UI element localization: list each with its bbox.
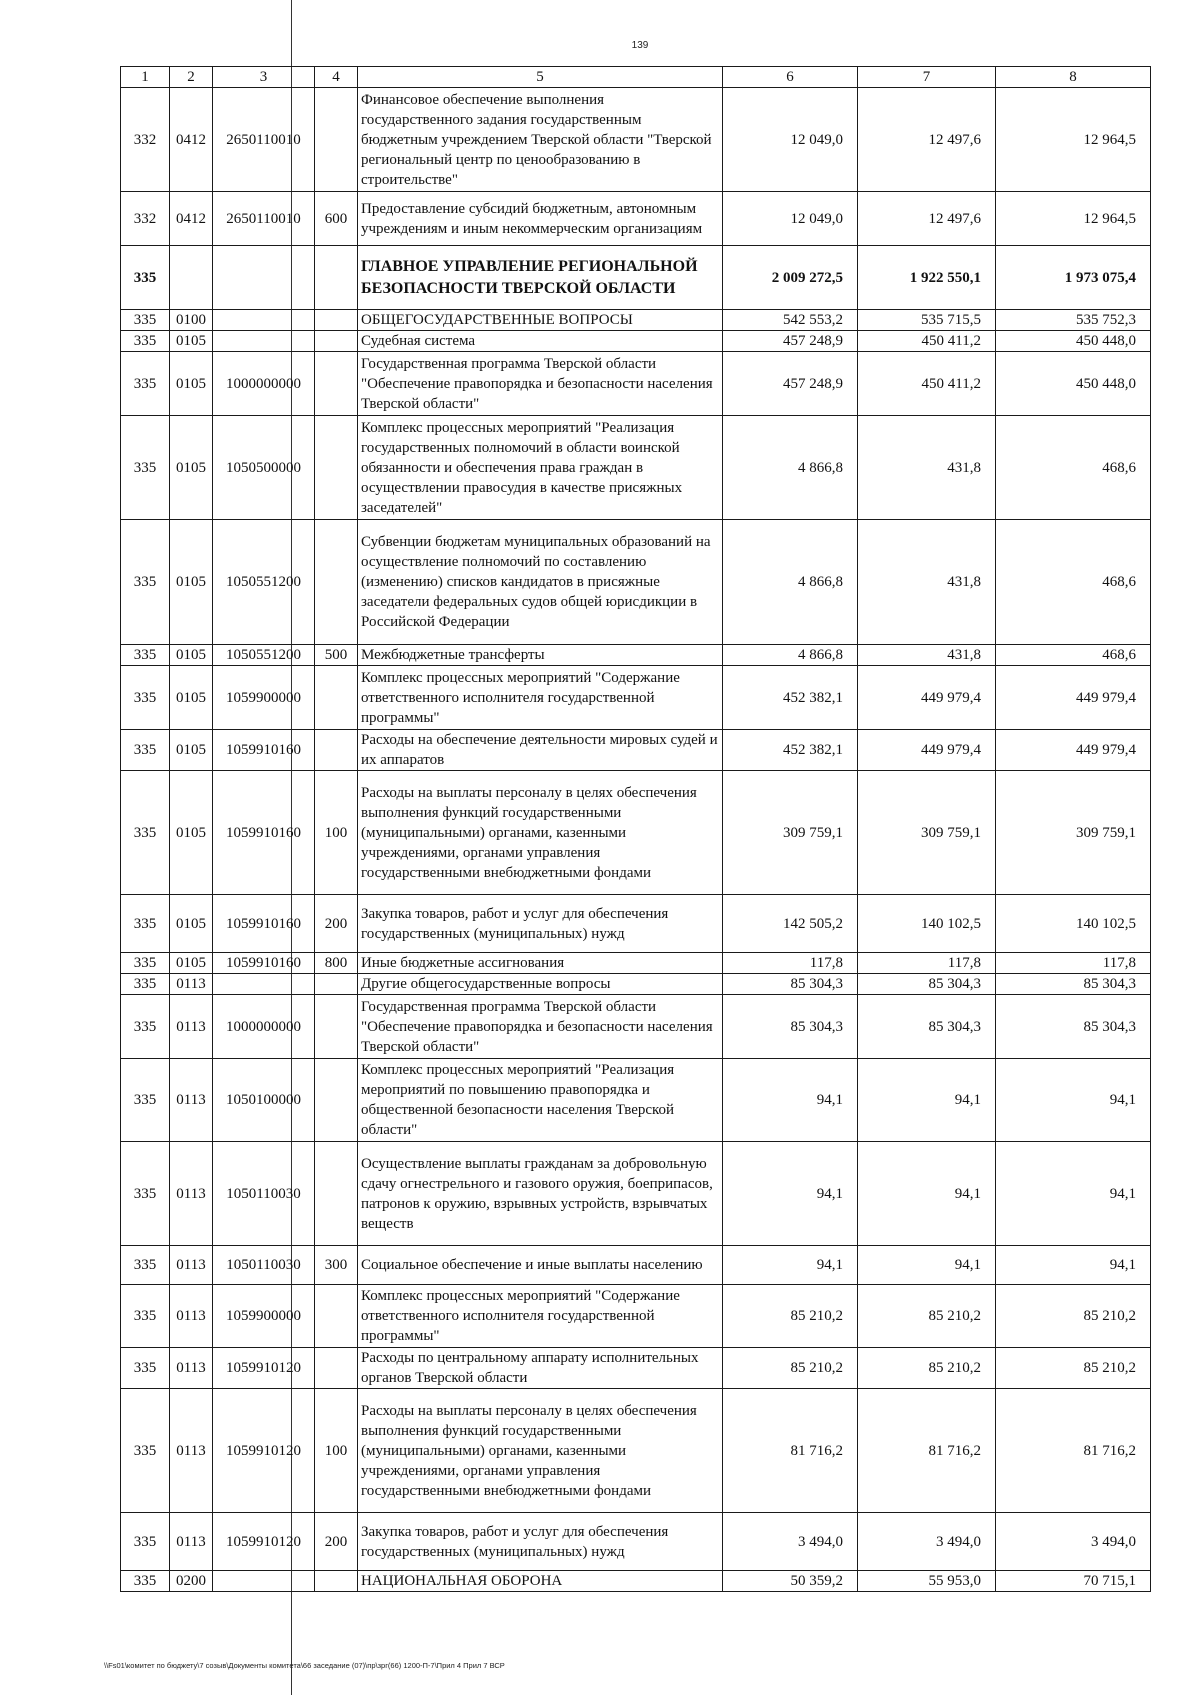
cell-section: 0200: [170, 1571, 213, 1592]
cell-target-article: [213, 974, 315, 995]
cell-target-article: [213, 310, 315, 331]
cell-target-article: 1050110030: [213, 1246, 315, 1285]
cell-target-article: 1050551200: [213, 645, 315, 666]
cell-amount-2026: 81 716,2: [996, 1389, 1151, 1513]
cell-amount-2024: 12 049,0: [723, 192, 858, 246]
cell-kvsr: 335: [121, 331, 170, 352]
cell-section: 0105: [170, 645, 213, 666]
cell-target-article: 1059910120: [213, 1513, 315, 1571]
cell-amount-2026: 85 304,3: [996, 974, 1151, 995]
cell-target-article: 1050110030: [213, 1142, 315, 1246]
cell-target-article: [213, 246, 315, 310]
cell-target-article: 1059910120: [213, 1389, 315, 1513]
cell-description: Межбюджетные трансферты: [358, 645, 723, 666]
cell-amount-2026: 12 964,5: [996, 192, 1151, 246]
cell-amount-2026: 449 979,4: [996, 730, 1151, 771]
cell-amount-2025: 1 922 550,1: [858, 246, 996, 310]
cell-amount-2025: 55 953,0: [858, 1571, 996, 1592]
table-row: [121, 1059, 1151, 1142]
cell-description: НАЦИОНАЛЬНАЯ ОБОРОНА: [358, 1571, 723, 1592]
cell-section: 0105: [170, 666, 213, 730]
cell-expense-type: 600: [315, 192, 358, 246]
cell-amount-2026: 468,6: [996, 520, 1151, 645]
cell-amount-2025: 85 304,3: [858, 995, 996, 1059]
cell-amount-2024: 94,1: [723, 1059, 858, 1142]
cell-target-article: 1059910160: [213, 895, 315, 953]
cell-expense-type: [315, 995, 358, 1059]
table-header-row: [121, 67, 1151, 88]
table-row: [121, 953, 1151, 974]
cell-amount-2024: 85 210,2: [723, 1285, 858, 1348]
table-row: [121, 1348, 1151, 1389]
cell-kvsr: 335: [121, 974, 170, 995]
cell-amount-2024: 4 866,8: [723, 520, 858, 645]
cell-amount-2024: 85 304,3: [723, 974, 858, 995]
cell-expense-type: [315, 1059, 358, 1142]
cell-amount-2024: 4 866,8: [723, 416, 858, 520]
cell-kvsr: 335: [121, 520, 170, 645]
cell-target-article: 1050500000: [213, 416, 315, 520]
cell-amount-2024: 452 382,1: [723, 730, 858, 771]
cell-section: 0113: [170, 1246, 213, 1285]
cell-kvsr: 335: [121, 995, 170, 1059]
cell-section: [170, 246, 213, 310]
cell-amount-2026: 85 210,2: [996, 1348, 1151, 1389]
cell-expense-type: [315, 88, 358, 192]
cell-expense-type: 800: [315, 953, 358, 974]
cell-section: 0113: [170, 1142, 213, 1246]
cell-description: Расходы по центральному аппарату исполнительных органов Тверской области: [358, 1348, 723, 1389]
cell-amount-2024: 81 716,2: [723, 1389, 858, 1513]
cell-description: Расходы на обеспечение деятельности мировых судей и их аппаратов: [358, 730, 723, 771]
cell-expense-type: [315, 310, 358, 331]
cell-amount-2026: 12 964,5: [996, 88, 1151, 192]
cell-expense-type: 100: [315, 1389, 358, 1513]
cell-section: 0105: [170, 953, 213, 974]
cell-kvsr: 335: [121, 1059, 170, 1142]
cell-target-article: 1059900000: [213, 666, 315, 730]
cell-expense-type: [315, 1348, 358, 1389]
cell-description: Расходы на выплаты персоналу в целях обеспечения выполнения функций государственными (муниципальными) органами, казенными учреждениями, органами управления государственными внебюджетными фондами: [358, 1389, 723, 1513]
cell-kvsr: 332: [121, 192, 170, 246]
cell-expense-type: [315, 1285, 358, 1348]
cell-kvsr: 335: [121, 730, 170, 771]
cell-amount-2025: 431,8: [858, 520, 996, 645]
cell-amount-2025: 449 979,4: [858, 666, 996, 730]
cell-section: 0105: [170, 352, 213, 416]
cell-expense-type: [315, 1571, 358, 1592]
table-row: [121, 416, 1151, 520]
cell-amount-2026: 117,8: [996, 953, 1151, 974]
cell-amount-2024: 85 210,2: [723, 1348, 858, 1389]
cell-amount-2024: 4 866,8: [723, 645, 858, 666]
cell-target-article: 1000000000: [213, 995, 315, 1059]
table-row: [121, 246, 1151, 310]
cell-amount-2026: 468,6: [996, 645, 1151, 666]
page-number: 139: [631, 40, 649, 51]
cell-amount-2026: 309 759,1: [996, 771, 1151, 895]
cell-amount-2026: 94,1: [996, 1059, 1151, 1142]
cell-expense-type: [315, 416, 358, 520]
cell-target-article: 1059910160: [213, 771, 315, 895]
cell-description: Субвенции бюджетам муниципальных образований на осуществление полномочий по составлению (изменению) списков кандидатов в присяжные заседатели федеральных судов общей юрисдикции в Российской Федерации: [358, 520, 723, 645]
table-row: [121, 666, 1151, 730]
cell-amount-2025: 94,1: [858, 1142, 996, 1246]
cell-kvsr: 335: [121, 416, 170, 520]
cell-amount-2025: 431,8: [858, 645, 996, 666]
cell-expense-type: [315, 974, 358, 995]
table-row: [121, 645, 1151, 666]
cell-amount-2025: 140 102,5: [858, 895, 996, 953]
cell-amount-2025: 94,1: [858, 1059, 996, 1142]
cell-kvsr: 335: [121, 666, 170, 730]
cell-section: 0113: [170, 1513, 213, 1571]
cell-kvsr: 335: [121, 246, 170, 310]
cell-kvsr: 335: [121, 771, 170, 895]
column-header-1: 1: [121, 67, 170, 88]
file-path-footer: \\Fs01\комитет по бюджету\7 созыв\Документы комитета\66 заседание (07)\пр\зрг(66) 1200-П-7\Прил 4 Прил 7 ВСР: [104, 1661, 505, 1670]
cell-section: 0412: [170, 88, 213, 192]
cell-amount-2025: 309 759,1: [858, 771, 996, 895]
cell-description: Социальное обеспечение и иные выплаты населению: [358, 1246, 723, 1285]
table-row: [121, 1513, 1151, 1571]
cell-description: Комплекс процессных мероприятий "Содержание ответственного исполнителя государственной программы": [358, 666, 723, 730]
cell-section: 0113: [170, 1389, 213, 1513]
cell-section: 0105: [170, 520, 213, 645]
cell-section: 0100: [170, 310, 213, 331]
cell-amount-2025: 12 497,6: [858, 88, 996, 192]
cell-description: Комплекс процессных мероприятий "Реализация государственных полномочий в области воинской обязанности и обеспечения права граждан в осуществлении правосудия в качестве присяжных заседателей": [358, 416, 723, 520]
cell-target-article: [213, 1571, 315, 1592]
cell-amount-2026: 450 448,0: [996, 352, 1151, 416]
cell-kvsr: 335: [121, 1285, 170, 1348]
cell-description: Иные бюджетные ассигнования: [358, 953, 723, 974]
cell-expense-type: 500: [315, 645, 358, 666]
cell-amount-2024: 542 553,2: [723, 310, 858, 331]
column-header-6: 6: [723, 67, 858, 88]
cell-description: ГЛАВНОЕ УПРАВЛЕНИЕ РЕГИОНАЛЬНОЙ БЕЗОПАСНОСТИ ТВЕРСКОЙ ОБЛАСТИ: [358, 246, 723, 310]
cell-section: 0113: [170, 1348, 213, 1389]
cell-amount-2025: 85 210,2: [858, 1348, 996, 1389]
cell-amount-2025: 85 304,3: [858, 974, 996, 995]
budget-table: [120, 66, 1151, 1592]
cell-section: 0113: [170, 995, 213, 1059]
table-row: [121, 1142, 1151, 1246]
cell-target-article: 1059900000: [213, 1285, 315, 1348]
cell-target-article: 1000000000: [213, 352, 315, 416]
cell-expense-type: [315, 666, 358, 730]
cell-section: 0105: [170, 416, 213, 520]
cell-target-article: 1050551200: [213, 520, 315, 645]
cell-amount-2026: 450 448,0: [996, 331, 1151, 352]
cell-amount-2024: 309 759,1: [723, 771, 858, 895]
cell-amount-2025: 94,1: [858, 1246, 996, 1285]
cell-amount-2025: 450 411,2: [858, 352, 996, 416]
cell-expense-type: [315, 246, 358, 310]
cell-kvsr: 332: [121, 88, 170, 192]
cell-kvsr: 335: [121, 1389, 170, 1513]
cell-section: 0412: [170, 192, 213, 246]
cell-amount-2024: 452 382,1: [723, 666, 858, 730]
cell-section: 0105: [170, 771, 213, 895]
cell-description: Судебная система: [358, 331, 723, 352]
cell-target-article: 2650110010: [213, 192, 315, 246]
cell-amount-2026: 1 973 075,4: [996, 246, 1151, 310]
table-row: [121, 88, 1151, 192]
cell-description: Финансовое обеспечение выполнения государственного задания государственным бюджетным учреждением Тверской области "Тверской региональный центр по ценообразованию в строительстве": [358, 88, 723, 192]
column-header-8: 8: [996, 67, 1151, 88]
cell-amount-2026: 94,1: [996, 1246, 1151, 1285]
cell-description: Комплекс процессных мероприятий "Содержание ответственного исполнителя государственной программы": [358, 1285, 723, 1348]
table-row: [121, 352, 1151, 416]
cell-kvsr: 335: [121, 1513, 170, 1571]
cell-kvsr: 335: [121, 1142, 170, 1246]
cell-amount-2025: 85 210,2: [858, 1285, 996, 1348]
cell-amount-2025: 450 411,2: [858, 331, 996, 352]
cell-amount-2025: 81 716,2: [858, 1389, 996, 1513]
table-row: [121, 1285, 1151, 1348]
table-row: [121, 895, 1151, 953]
column-header-5: 5: [358, 67, 723, 88]
table-row: [121, 192, 1151, 246]
table-row: [121, 1246, 1151, 1285]
cell-amount-2026: 85 304,3: [996, 995, 1151, 1059]
table-row: [121, 974, 1151, 995]
cell-amount-2026: 140 102,5: [996, 895, 1151, 953]
cell-section: 0105: [170, 730, 213, 771]
cell-amount-2026: 85 210,2: [996, 1285, 1151, 1348]
cell-kvsr: 335: [121, 953, 170, 974]
cell-amount-2024: 457 248,9: [723, 352, 858, 416]
cell-amount-2024: 94,1: [723, 1142, 858, 1246]
column-header-2: 2: [170, 67, 213, 88]
cell-amount-2025: 117,8: [858, 953, 996, 974]
cell-kvsr: 335: [121, 895, 170, 953]
cell-kvsr: 335: [121, 1246, 170, 1285]
table-row: [121, 771, 1151, 895]
cell-amount-2026: 449 979,4: [996, 666, 1151, 730]
column-header-3: 3: [213, 67, 315, 88]
cell-section: 0105: [170, 895, 213, 953]
cell-amount-2026: 468,6: [996, 416, 1151, 520]
cell-description: Государственная программа Тверской области "Обеспечение правопорядка и безопасности населения Тверской области": [358, 995, 723, 1059]
cell-amount-2026: 94,1: [996, 1142, 1151, 1246]
column-header-7: 7: [858, 67, 996, 88]
cell-description: Комплекс процессных мероприятий "Реализация мероприятий по повышению правопорядка и общественной безопасности населения Тверской области": [358, 1059, 723, 1142]
cell-target-article: 2650110010: [213, 88, 315, 192]
cell-target-article: 1050100000: [213, 1059, 315, 1142]
cell-amount-2024: 142 505,2: [723, 895, 858, 953]
cell-section: 0105: [170, 331, 213, 352]
table-row: [121, 995, 1151, 1059]
cell-expense-type: 200: [315, 895, 358, 953]
cell-description: ОБЩЕГОСУДАРСТВЕННЫЕ ВОПРОСЫ: [358, 310, 723, 331]
cell-amount-2024: 85 304,3: [723, 995, 858, 1059]
cell-amount-2025: 12 497,6: [858, 192, 996, 246]
cell-target-article: 1059910160: [213, 730, 315, 771]
table-row: [121, 1389, 1151, 1513]
cell-amount-2025: 535 715,5: [858, 310, 996, 331]
cell-amount-2025: 431,8: [858, 416, 996, 520]
cell-description: Закупка товаров, работ и услуг для обеспечения государственных (муниципальных) нужд: [358, 1513, 723, 1571]
cell-section: 0113: [170, 974, 213, 995]
cell-amount-2024: 117,8: [723, 953, 858, 974]
cell-amount-2024: 3 494,0: [723, 1513, 858, 1571]
cell-expense-type: 100: [315, 771, 358, 895]
cell-target-article: 1059910120: [213, 1348, 315, 1389]
cell-description: Другие общегосударственные вопросы: [358, 974, 723, 995]
cell-amount-2024: 12 049,0: [723, 88, 858, 192]
cell-expense-type: [315, 520, 358, 645]
cell-expense-type: 300: [315, 1246, 358, 1285]
cell-kvsr: 335: [121, 1571, 170, 1592]
cell-kvsr: 335: [121, 1348, 170, 1389]
cell-description: Государственная программа Тверской области "Обеспечение правопорядка и безопасности населения Тверской области": [358, 352, 723, 416]
table-row: [121, 1571, 1151, 1592]
cell-kvsr: 335: [121, 352, 170, 416]
cell-amount-2026: 70 715,1: [996, 1571, 1151, 1592]
cell-expense-type: 200: [315, 1513, 358, 1571]
cell-amount-2026: 535 752,3: [996, 310, 1151, 331]
cell-expense-type: [315, 331, 358, 352]
cell-amount-2024: 50 359,2: [723, 1571, 858, 1592]
cell-amount-2025: 3 494,0: [858, 1513, 996, 1571]
cell-description: Предоставление субсидий бюджетным, автономным учреждениям и иным некоммерческим организациям: [358, 192, 723, 246]
cell-kvsr: 335: [121, 645, 170, 666]
cell-section: 0113: [170, 1285, 213, 1348]
column-header-4: 4: [315, 67, 358, 88]
cell-expense-type: [315, 1142, 358, 1246]
cell-amount-2025: 449 979,4: [858, 730, 996, 771]
cell-description: Расходы на выплаты персоналу в целях обеспечения выполнения функций государственными (муниципальными) органами, казенными учреждениями, органами управления государственными внебюджетными фондами: [358, 771, 723, 895]
cell-target-article: [213, 331, 315, 352]
cell-amount-2026: 3 494,0: [996, 1513, 1151, 1571]
table-row: [121, 310, 1151, 331]
cell-amount-2024: 2 009 272,5: [723, 246, 858, 310]
table-row: [121, 730, 1151, 771]
cell-expense-type: [315, 352, 358, 416]
cell-section: 0113: [170, 1059, 213, 1142]
cell-expense-type: [315, 730, 358, 771]
table-row: [121, 520, 1151, 645]
cell-description: Закупка товаров, работ и услуг для обеспечения государственных (муниципальных) нужд: [358, 895, 723, 953]
cell-kvsr: 335: [121, 310, 170, 331]
table-row: [121, 331, 1151, 352]
cell-amount-2024: 457 248,9: [723, 331, 858, 352]
cell-amount-2024: 94,1: [723, 1246, 858, 1285]
cell-description: Осуществление выплаты гражданам за добровольную сдачу огнестрельного и газового оружия, боеприпасов, патронов к оружию, взрывных устройств, взрывчатых веществ: [358, 1142, 723, 1246]
cell-target-article: 1059910160: [213, 953, 315, 974]
